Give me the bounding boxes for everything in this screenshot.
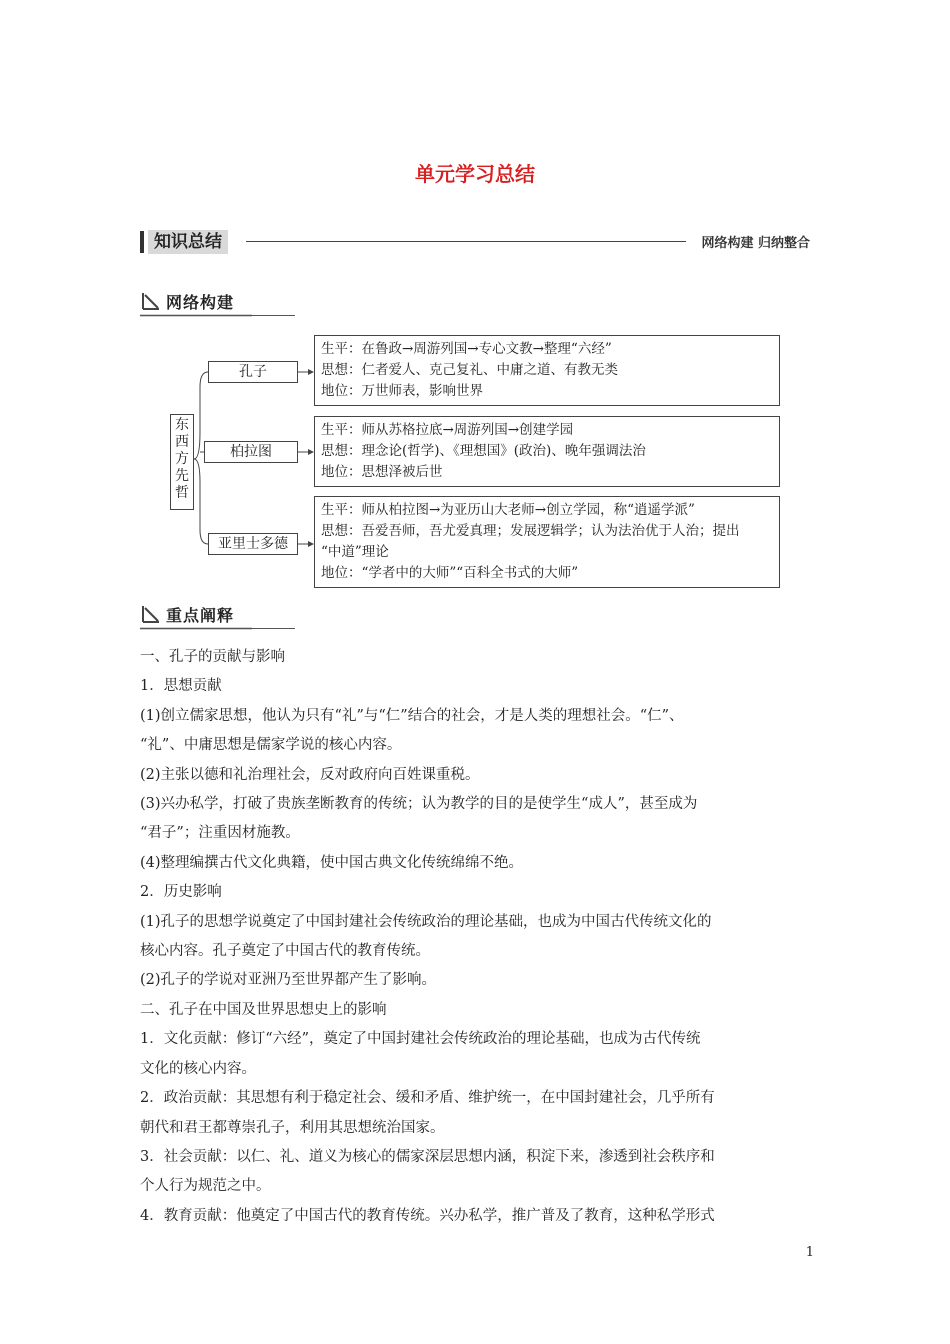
detail-line: 思想：吾爱吾师，吾尤爱真理；发展逻辑学；认为法治优于人治；提出 bbox=[321, 523, 740, 539]
detail-line: 思想：仁者爱人、克己复礼、中庸之道、有教无类 bbox=[321, 362, 618, 378]
subheading-network bbox=[140, 288, 295, 316]
page-number: 1 bbox=[805, 1245, 814, 1260]
paragraph-line: “君子”；注重因材施教。 bbox=[140, 825, 300, 842]
detail-line: 地位：思想泽被后世 bbox=[321, 464, 443, 480]
subheading-text: 重点阐释 bbox=[166, 606, 235, 625]
paragraph-line: (4)整理编撰古代文化典籍，使中国古典文化传统绵绵不绝。 bbox=[140, 854, 524, 871]
body-text bbox=[140, 643, 812, 1231]
root-char: 西 bbox=[175, 434, 189, 450]
mind-map bbox=[140, 332, 810, 594]
paragraph-line: (2)孔子的学说对亚洲乃至世界都产生了影响。 bbox=[140, 972, 437, 989]
section-subtitle: 网络构建 归纳整合 bbox=[701, 236, 810, 251]
subheading-underline bbox=[140, 315, 295, 316]
root-char: 哲 bbox=[175, 485, 189, 501]
node-plato: 柏拉图 bbox=[204, 441, 298, 463]
detail-plato bbox=[314, 416, 780, 487]
paragraph-line: 个人行为规范之中。 bbox=[140, 1178, 271, 1195]
subheading-underline bbox=[140, 628, 295, 629]
paragraph-line: 核心内容。孔子奠定了中国古代的教育传统。 bbox=[140, 943, 430, 960]
section-rule bbox=[246, 241, 686, 242]
root-char: 东 bbox=[175, 417, 189, 433]
detail-line: 生平：师从苏格拉底→周游列国→创建学园 bbox=[321, 422, 574, 438]
root-char: 先 bbox=[175, 468, 189, 484]
paragraph-line: (1)孔子的思想学说奠定了中国封建社会传统政治的理论基础，也成为中国古代传统文化的 bbox=[140, 913, 712, 930]
node-confucius: 孔子 bbox=[208, 361, 298, 383]
detail-line: 生平：师从柏拉图→为亚历山大老师→创立学园，称“逍遥学派” bbox=[321, 502, 695, 518]
detail-line: 生平：在鲁政→周游列国→专心文教→整理“六经” bbox=[321, 341, 612, 357]
paragraph-line: 一、孔子的贡献与影响 bbox=[140, 649, 285, 665]
detail-line: 思想：理念论(哲学)、《理想国》(政治)、晚年强调法治 bbox=[321, 443, 646, 459]
paragraph-line: “礼”、中庸思想是儒家学说的核心内容。 bbox=[140, 737, 402, 754]
detail-aristotle bbox=[314, 496, 780, 588]
section-header bbox=[140, 228, 810, 256]
paragraph-line: 二、孔子在中国及世界思想史上的影响 bbox=[140, 1001, 387, 1018]
paragraph-line: 朝代和君王都尊崇孔子，利用其思想统治国家。 bbox=[140, 1119, 445, 1136]
paragraph-line: 1．文化贡献：修订“六经”，奠定了中国封建社会传统政治的理论基础，也成为古代传统 bbox=[140, 1031, 701, 1048]
triangle-icon bbox=[142, 292, 160, 310]
paragraph-line: (1)创立儒家思想，他认为只有“礼”与“仁”结合的社会，才是人类的理想社会。“仁”、 bbox=[140, 707, 684, 724]
triangle-icon bbox=[142, 605, 160, 623]
paragraph-line: 文化的核心内容。 bbox=[140, 1060, 256, 1077]
page-title: 单元学习总结 bbox=[415, 162, 535, 186]
paragraph-line: 3．社会贡献：以仁、礼、道义为核心的儒家深层思想内涵，积淀下来，渗透到社会秩序和 bbox=[140, 1148, 715, 1165]
section-bar bbox=[140, 231, 144, 253]
paragraph-line: 2．历史影响 bbox=[140, 884, 222, 901]
subheading-text: 网络构建 bbox=[166, 293, 235, 312]
paragraph-line: (2)主张以德和礼治理社会，反对政府向百姓课重税。 bbox=[140, 766, 480, 783]
section-label: 知识总结 bbox=[148, 230, 228, 254]
detail-line: “中道”理论 bbox=[321, 544, 389, 560]
paragraph-line: 1．思想贡献 bbox=[140, 678, 222, 695]
paragraph-line: 4．教育贡献：他奠定了中国古代的教育传统。兴办私学，推广普及了教育，这种私学形式 bbox=[140, 1207, 715, 1224]
node-aristotle: 亚里士多德 bbox=[208, 533, 298, 555]
detail-line: 地位：“学者中的大师”“百科全书式的大师” bbox=[321, 565, 579, 581]
detail-confucius bbox=[314, 335, 780, 406]
detail-line: 地位：万世师表，影响世界 bbox=[321, 383, 483, 399]
paragraph-line: 2．政治贡献：其思想有利于稳定社会、缓和矛盾、维护统一，在中国封建社会，几乎所有 bbox=[140, 1090, 715, 1107]
subheading-keypoints bbox=[140, 601, 295, 629]
paragraph-line: (3)兴办私学，打破了贵族垄断教育的传统；认为教学的目的是使学生“成人”，甚至成为 bbox=[140, 796, 698, 813]
root-node bbox=[170, 414, 194, 510]
root-char: 方 bbox=[175, 451, 189, 467]
